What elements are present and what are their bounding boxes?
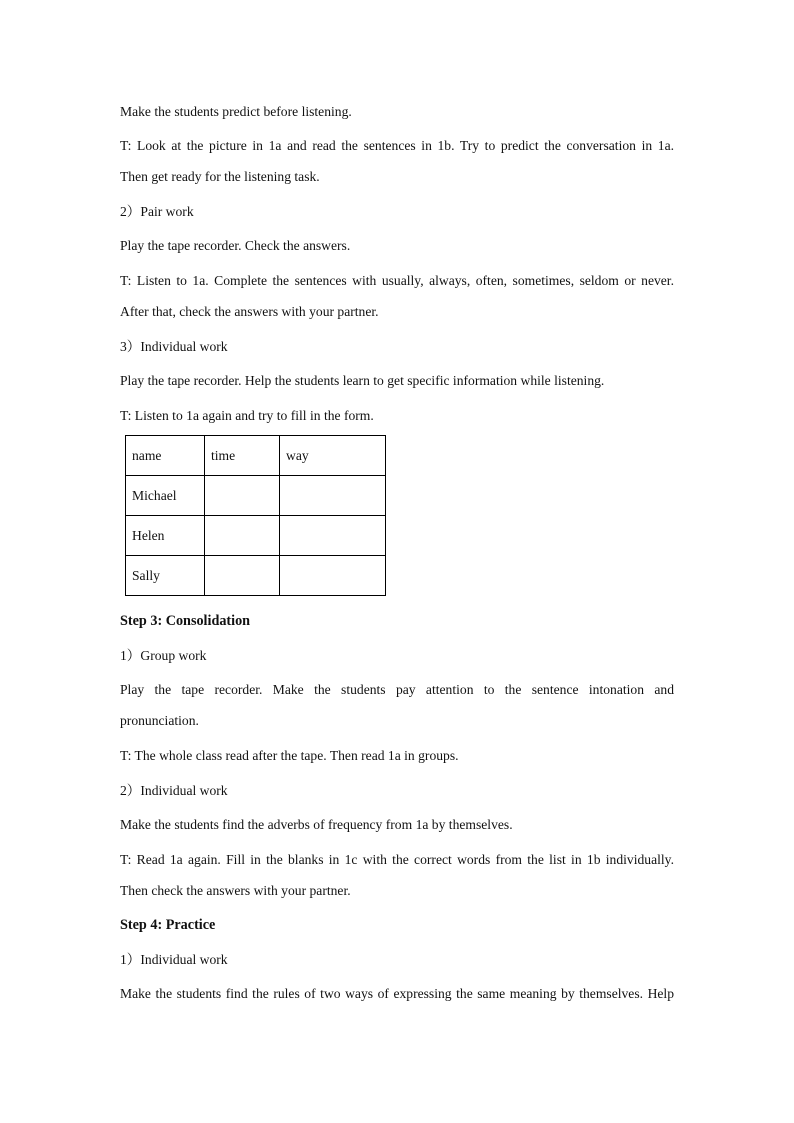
table-cell-way [280,556,386,596]
table-cell-way [280,476,386,516]
paragraph-rules: Make the students find the rules of two ways of expressing the same meaning by themselves. Help [120,986,674,1001]
paragraph-intonation: Play the tape recorder. Make the students pay attention to the sentence intonation and [120,682,674,697]
table-cell-name: Sally [126,556,205,596]
table-header-cell: time [205,436,280,476]
paragraph-play-tape: Play the tape recorder. Check the answers. [120,238,351,253]
table-cell-time [205,476,280,516]
paragraph-check-partner: After that, check the answers with your partner. [120,304,379,319]
table-header-cell: name [126,436,205,476]
table-cell-time [205,556,280,596]
paragraph-fill-form: T: Listen to 1a again and try to fill in the form. [120,408,374,423]
table-row [126,476,386,516]
paragraph-whole-class: T: The whole class read after the tape. Then read 1a in groups. [120,748,459,763]
table-cell-way [280,516,386,556]
step4-heading: Step 4: Practice [120,917,216,933]
table-cell-name: Helen [126,516,205,556]
paragraph-predict: Make the students predict before listening. [120,104,352,119]
paragraph-get-ready: Then get ready for the listening task. [120,169,320,184]
subheading-individual-work-2: 2）Individual work [120,783,228,798]
paragraph-check-answers: Then check the answers with your partner. [120,883,351,898]
subheading-group-work: 1）Group work [120,648,207,663]
paragraph-listen-complete: T: Listen to 1a. Complete the sentences with usually, always, often, sometimes, seldom or never. [120,273,674,288]
table-header-row [126,436,386,476]
table-header-cell: way [280,436,386,476]
paragraph-adverbs: Make the students find the adverbs of frequency from 1a by themselves. [120,817,513,832]
table-row [126,516,386,556]
subheading-pair-work: 2）Pair work [120,204,194,219]
step3-heading: Step 3: Consolidation [120,613,251,629]
subheading-individual-work: 3）Individual work [120,339,228,354]
paragraph-look-picture: T: Look at the picture in 1a and read the sentences in 1b. Try to predict the conversation in 1a. [120,138,674,153]
table-row [126,556,386,596]
fill-in-form-table [125,435,386,596]
subheading-individual-work-3: 1）Individual work [120,952,228,967]
paragraph-fill-blanks: T: Read 1a again. Fill in the blanks in 1c with the correct words from the list in 1b individually. [120,852,674,867]
paragraph-pronunciation: pronunciation. [120,713,199,728]
paragraph-specific-info: Play the tape recorder. Help the students learn to get specific information while listening. [120,373,605,388]
table-cell-name: Michael [126,476,205,516]
table-cell-time [205,516,280,556]
